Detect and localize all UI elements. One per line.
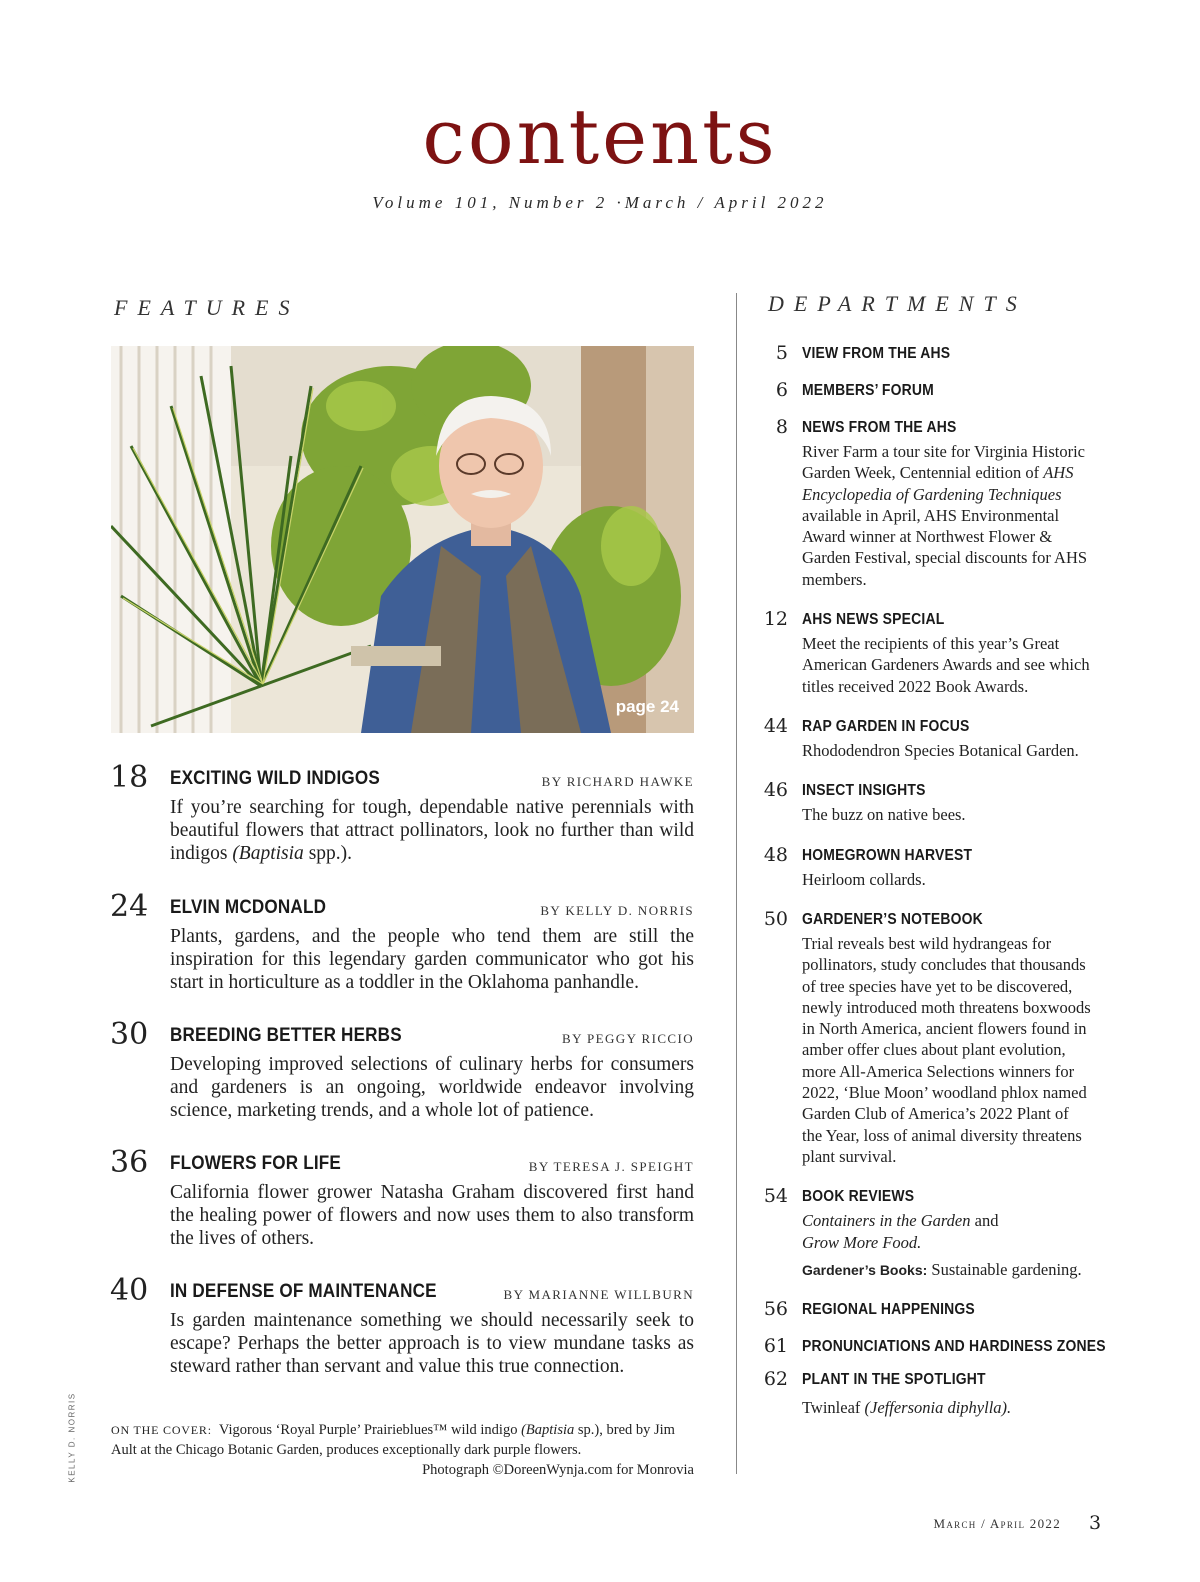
- department-page-number: 62: [763, 1368, 788, 1390]
- cover-desc: Vigorous ‘Royal Purple’ Prairieblues™ wild indigo: [218, 1422, 522, 1438]
- features-heading: FEATURES: [114, 295, 300, 320]
- book-title: Grow More Food.: [802, 1233, 922, 1252]
- department-title[interactable]: GARDENER’S NOTEBOOK: [802, 911, 983, 928]
- feature-page-number: 36: [110, 1145, 149, 1180]
- photo-page-caption: page 24: [615, 697, 679, 716]
- feature-title[interactable]: IN DEFENSE OF MAINTENANCE: [170, 1281, 437, 1302]
- feature-description: Is garden maintenance something we should necessarily seek to escape? Perhaps the better approach is to view mundane tasks as steward rather than servant and value this true connection.: [170, 1310, 694, 1377]
- department-title[interactable]: PRONUNCIATIONS AND HARDINESS ZONES: [802, 1338, 1106, 1355]
- department-title[interactable]: INSECT INSIGHTS: [802, 782, 926, 799]
- department-description: Trial reveals best wild hydrangeas for pollinators, study concludes that thousands of tree species have yet to be discovered, newly introduced moth threatens boxwoods in North America, ancient flowers found in amber offer clues about plant evolution, more All-America Selections winners for 2022, ‘Blue Moon’ woodland phlox named Garden Club of America’s 2022 Plant of the Year, loss of animal diversity threatens plant survival.: [802, 934, 1091, 1166]
- department-page-number: 46: [763, 779, 788, 801]
- gardeners-books-label: Gardener’s Books:: [802, 1262, 928, 1278]
- department-page-number: 48: [763, 844, 788, 866]
- department-title[interactable]: RAP GARDEN IN FOCUS: [802, 718, 970, 735]
- departments-heading: DEPARTMENTS: [768, 291, 1027, 316]
- cover-desc: sp.), bred by Jim Ault at the Chicago Botanic Garden, produces exceptionally dark purple flowers.: [111, 1422, 675, 1458]
- department-page-number: 5: [775, 342, 788, 364]
- feature-photo[interactable]: [111, 346, 694, 733]
- desc-text: If you’re searching for tough, dependable native perennials with beautiful flowers that attract pollinators, look no further than wild indigos: [170, 797, 694, 864]
- department-title[interactable]: AHS NEWS SPECIAL: [802, 611, 945, 628]
- feature-page-number: 18: [110, 760, 149, 795]
- department-title[interactable]: HOMEGROWN HARVEST: [802, 847, 973, 864]
- department-description: Heirloom collards.: [802, 870, 926, 889]
- desc-italic: (Baptisia: [232, 843, 304, 864]
- cover-label: ON THE COVER:: [111, 1423, 212, 1437]
- department-title[interactable]: REGIONAL HAPPENINGS: [802, 1301, 975, 1318]
- department-page-number: 54: [763, 1185, 788, 1207]
- department-page-number: 44: [763, 715, 788, 737]
- column-divider: [736, 293, 737, 1474]
- department-title[interactable]: MEMBERS’ FORUM: [802, 382, 934, 399]
- department-description: [802, 1397, 1102, 1418]
- feature-description: Developing improved selections of culinary herbs for consumers and gardeners is an ongoing, worldwide endeavor involving science, marketing trends, and a whole lot of patience.: [170, 1054, 694, 1121]
- department-description: [802, 441, 1102, 590]
- book-title: Containers in the Garden: [802, 1211, 971, 1230]
- feature-page-number: 24: [110, 889, 149, 924]
- cover-desc-italic: (Baptisia: [521, 1422, 575, 1438]
- department-title[interactable]: PLANT IN THE SPOTLIGHT: [802, 1371, 986, 1388]
- feature-byline: BY MARIANNE WILLBURN: [503, 1287, 694, 1302]
- department-page-number: 50: [763, 908, 788, 930]
- cover-photo-credit: Photograph ©DoreenWynja.com for Monrovia: [422, 1462, 694, 1478]
- desc-text: Sustainable gardening.: [927, 1260, 1082, 1279]
- department-page-number: 56: [763, 1298, 788, 1320]
- feature-byline: BY TERESA J. SPEIGHT: [528, 1159, 694, 1174]
- department-description: Rhododendron Species Botanical Garden.: [802, 741, 1079, 760]
- cover-text: [111, 1420, 694, 1460]
- department-page-number: 61: [763, 1335, 788, 1357]
- department-title[interactable]: VIEW FROM THE AHS: [802, 345, 951, 362]
- department-description: [802, 1232, 921, 1253]
- department-description: [802, 1210, 998, 1231]
- desc-italic: (Jeffersonia diphylla).: [864, 1398, 1012, 1417]
- feature-description: California flower grower Natasha Graham discovered first hand the healing power of flowers and now uses them to also transform the lives of others.: [170, 1182, 694, 1249]
- cover-note: [111, 1420, 694, 1480]
- desc-text: available in April, AHS Environmental Award winner at Northwest Flower & Garden Festival, special discounts for AHS members.: [802, 505, 1088, 589]
- feature-page-number: 40: [110, 1273, 149, 1308]
- department-page-number: 12: [763, 608, 788, 630]
- page-title: contents: [422, 92, 778, 181]
- desc-text: and: [970, 1211, 999, 1230]
- desc-italic: AHS Encyclopedia of Gardening Techniques: [802, 463, 1074, 504]
- desc-text: Twinleaf: [802, 1398, 865, 1417]
- department-title[interactable]: BOOK REVIEWS: [802, 1188, 915, 1205]
- footer-issue: March / April 2022: [933, 1516, 1061, 1531]
- feature-description: Plants, gardens, and the people who tend them are still the inspiration for this legendary garden communicator who got his start in horticulture as a toddler in the Oklahoma panhandle.: [170, 926, 694, 993]
- desc-text: River Farm a tour site for Virginia Historic Garden Week, Centennial edition of: [802, 442, 1085, 483]
- feature-title[interactable]: ELVIN MCDONALD: [170, 897, 327, 918]
- page-number: 3: [1089, 1512, 1102, 1534]
- feature-title[interactable]: FLOWERS FOR LIFE: [170, 1153, 342, 1174]
- department-page-number: 8: [775, 416, 788, 438]
- feature-byline: BY KELLY D. NORRIS: [540, 903, 694, 918]
- department-description: Meet the recipients of this year’s Great American Gardeners Awards and see which titles received 2022 Book Awards.: [802, 634, 1090, 696]
- department-title[interactable]: NEWS FROM THE AHS: [802, 419, 957, 436]
- department-page-number: 6: [775, 379, 788, 401]
- desc-text: spp.).: [303, 843, 353, 864]
- feature-byline: BY PEGGY RICCIO: [562, 1031, 694, 1046]
- feature-byline: BY RICHARD HAWKE: [541, 774, 694, 789]
- issue-line: Volume 101, Number 2 ·March / April 2022: [372, 193, 828, 212]
- feature-title[interactable]: EXCITING WILD INDIGOS: [170, 768, 380, 789]
- photo-credit-vertical: KELLY D. NORRIS: [67, 1392, 77, 1483]
- feature-page-number: 30: [110, 1017, 149, 1052]
- feature-title[interactable]: BREEDING BETTER HERBS: [170, 1025, 402, 1046]
- gardeners-books-line: [802, 1259, 1082, 1281]
- department-description: The buzz on native bees.: [802, 805, 966, 824]
- feature-description: [170, 796, 694, 865]
